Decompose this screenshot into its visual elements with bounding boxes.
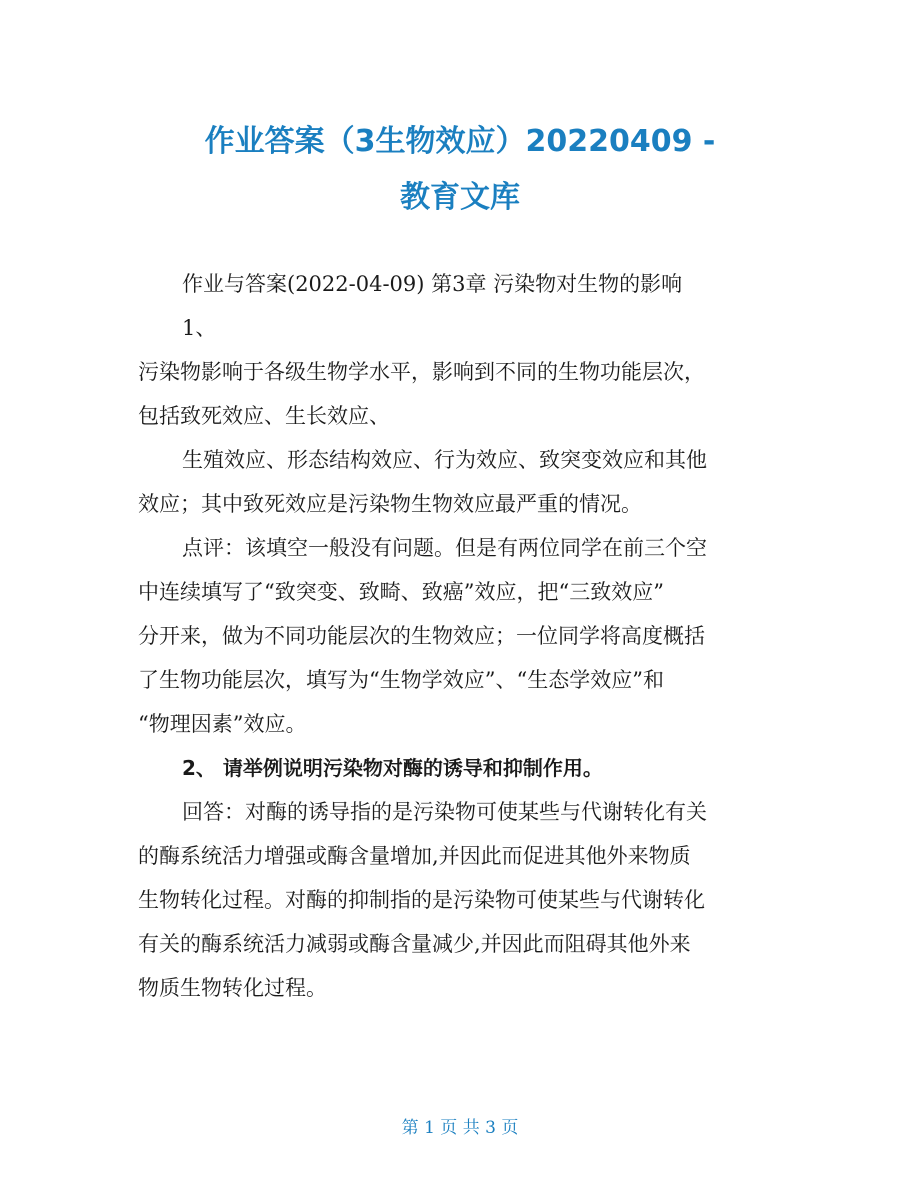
- document-title-line-1: 作业答案（3生物效应）20220409 -: [204, 124, 716, 159]
- text-line: 污染物影响于各级生物学水平，影响到不同的生物功能层次，: [138, 360, 705, 384]
- question-2-heading: 2、 请举例说明污染物对酶的诱导和抑制作用。: [182, 756, 603, 780]
- answer-line: 生物转化过程。对酶的抑制指的是污染物可使某些与代谢转化: [138, 888, 705, 912]
- comment-line: 分开来，做为不同功能层次的生物效应；一位同学将高度概括: [138, 624, 705, 648]
- section-heading: 作业与答案(2022-04-09) 第3章 污染物对生物的影响: [182, 272, 683, 296]
- comment-line: 了生物功能层次，填写为“生物学效应”、“生态学效应”和: [138, 668, 664, 692]
- answer-line: 有关的酶系统活力减弱或酶含量减少,并因此而阻碍其他外来: [138, 932, 691, 956]
- comment-line: “物理因素”效应。: [138, 712, 307, 736]
- answer-line: 物质生物转化过程。: [138, 976, 327, 1000]
- text-line: 包括致死效应、生长效应、: [138, 404, 390, 428]
- document-title-line-2: 教育文库: [400, 180, 520, 215]
- question-number: 1、: [182, 316, 217, 340]
- answer-line: 回答：对酶的诱导指的是污染物可使某些与代谢转化有关: [182, 800, 707, 824]
- document-body: [138, 262, 788, 1010]
- comment-line: 点评：该填空一般没有问题。但是有两位同学在前三个空: [182, 536, 707, 560]
- text-line: 效应；其中致死效应是污染物生物效应最严重的情况。: [138, 492, 642, 516]
- comment-line: 中连续填写了“致突变、致畸、致癌”效应，把“三致效应”: [138, 580, 664, 604]
- text-line: 生殖效应、形态结构效应、行为效应、致突变效应和其他: [182, 448, 707, 472]
- page-footer: 第 1 页 共 3 页: [401, 1118, 519, 1138]
- answer-line: 的酶系统活力增强或酶含量增加,并因此而促进其他外来物质: [138, 844, 691, 868]
